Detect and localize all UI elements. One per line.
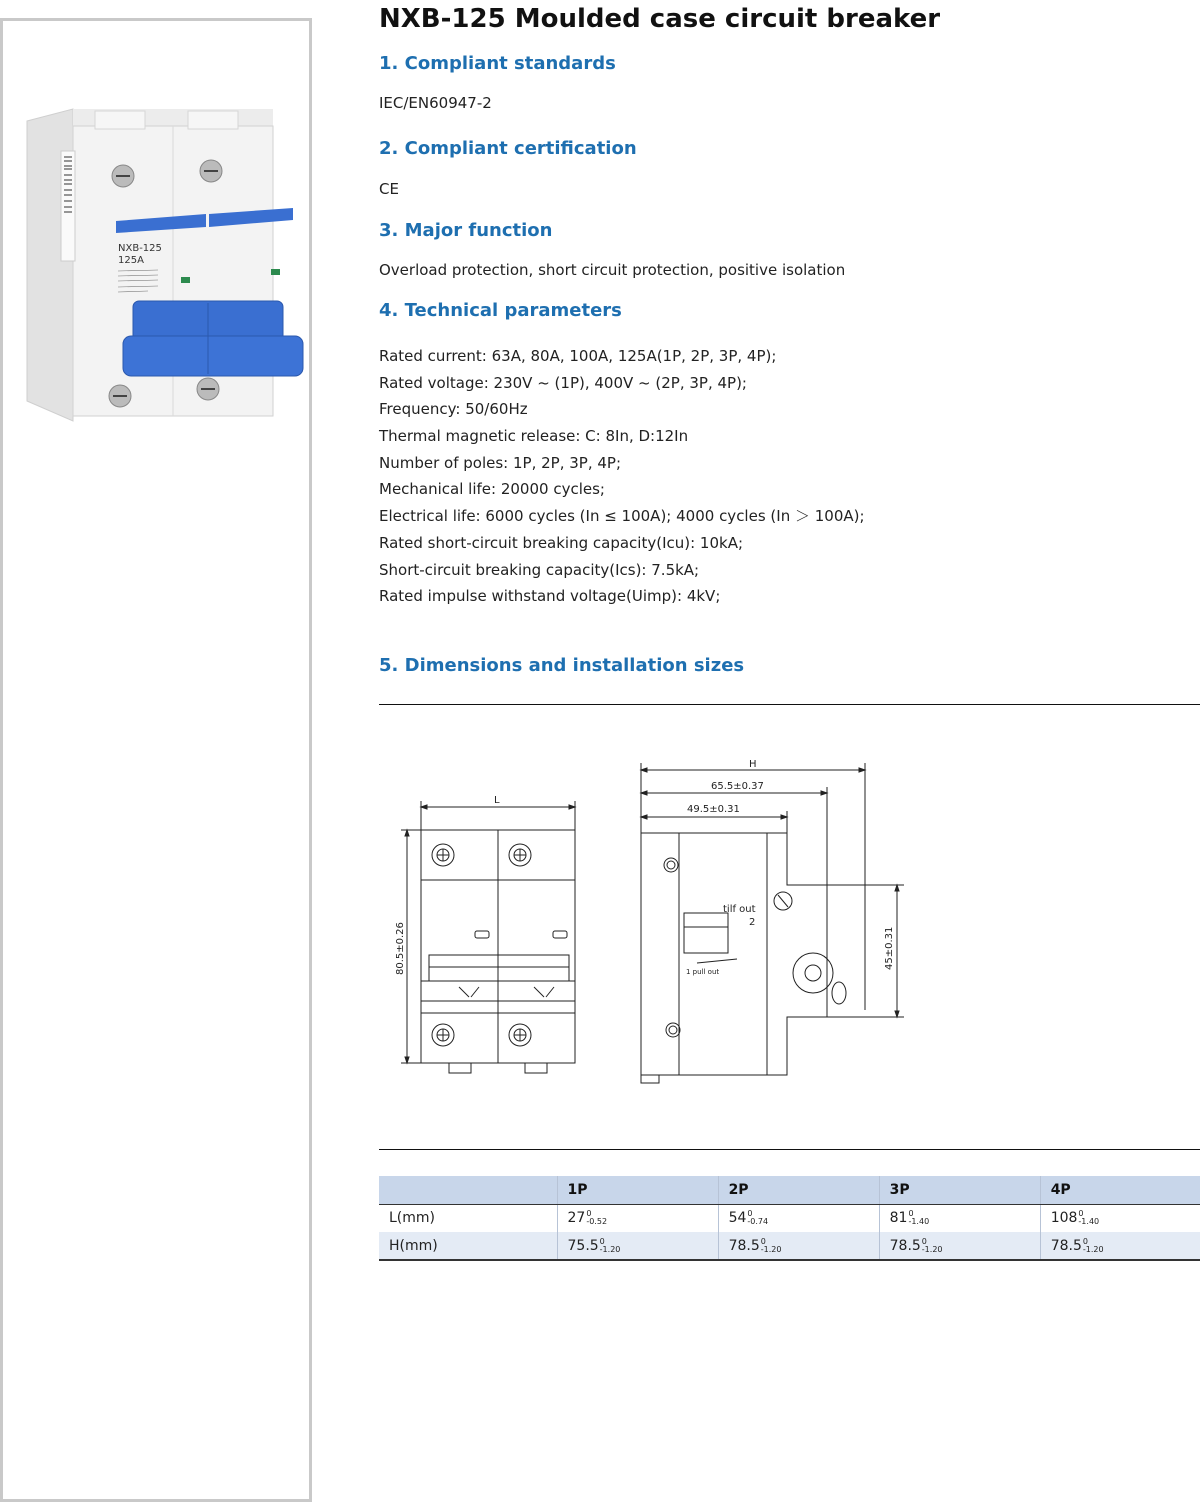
tol-lower: -0.52 xyxy=(586,1217,608,1227)
table-header-row xyxy=(379,1176,1200,1204)
cell-value: 78.5 xyxy=(728,1237,760,1254)
table-header-cell: 2P xyxy=(718,1176,879,1204)
heading-technical: 4. Technical parameters xyxy=(379,300,622,321)
table-row xyxy=(379,1232,1200,1260)
label-model: NXB-125 xyxy=(118,243,162,254)
heading-certification: 2. Compliant certification xyxy=(379,138,637,159)
cell-value: 108 xyxy=(1050,1210,1078,1227)
param-line: Rated short-circuit breaking capacity(Icu): 10kA; xyxy=(379,533,744,552)
cell-value: 78.5 xyxy=(1050,1237,1082,1254)
param-line: Number of poles: 1P, 2P, 3P, 4P; xyxy=(379,453,621,472)
table-cell xyxy=(1040,1204,1200,1232)
table-cell xyxy=(557,1204,718,1232)
cell-value: 81 xyxy=(889,1210,908,1227)
front-view xyxy=(395,795,575,1073)
tol-upper: 0 xyxy=(760,1236,766,1246)
tol-lower: -1.20 xyxy=(599,1244,621,1254)
table-cell xyxy=(879,1204,1040,1232)
product-photo xyxy=(23,91,313,451)
table-cell xyxy=(1040,1232,1200,1260)
side-dim-2: 49.5±0.31 xyxy=(687,804,740,815)
tol-lower: -1.20 xyxy=(1082,1244,1104,1254)
front-width-label: L xyxy=(494,795,500,806)
param-line: Rated impulse withstand voltage(Uimp): 4kV; xyxy=(379,587,721,606)
table-cell xyxy=(557,1232,718,1260)
label-rating: 125A xyxy=(118,255,144,266)
table-row xyxy=(379,1204,1200,1232)
param-line: Rated current: 63A, 80A, 100A, 125A(1P, 2P, 3P, 4P); xyxy=(379,347,777,365)
note-pull: 1 pull out xyxy=(686,968,720,976)
tol-upper: 0 xyxy=(1078,1209,1084,1219)
standards-text: IEC/EN60947-2 xyxy=(379,94,492,112)
cell-value: 78.5 xyxy=(889,1237,921,1254)
tol-upper: 0 xyxy=(747,1209,753,1219)
param-line: Rated voltage: 230V ~ (1P), 400V ~ (2P, 3P, 4P); xyxy=(379,373,747,392)
tol-lower: -1.20 xyxy=(760,1244,782,1254)
function-text: Overload protection, short circuit protection, positive isolation xyxy=(379,261,846,279)
tol-upper: 0 xyxy=(1082,1236,1088,1246)
table-header-cell: 1P xyxy=(557,1176,718,1204)
table-header-cell xyxy=(379,1176,557,1204)
front-height-label: 80.5±0.26 xyxy=(395,922,406,975)
row-label: L(mm) xyxy=(389,1210,435,1227)
param-line: Electrical life: 6000 cycles (In ≤ 100A); 4000 cycles (In ＞ 100A); xyxy=(379,507,865,526)
tol-lower: -1.40 xyxy=(908,1217,930,1227)
note-step2: 2 xyxy=(749,917,756,928)
tol-upper: 0 xyxy=(599,1236,605,1246)
technical-parameters-list xyxy=(379,343,865,610)
cell-value: 54 xyxy=(728,1210,747,1227)
tol-lower: -0.74 xyxy=(747,1217,769,1227)
param-line: Short-circuit breaking capacity(Ics): 7.5kA; xyxy=(379,560,700,579)
row-label: H(mm) xyxy=(379,1232,557,1260)
dimensions-table xyxy=(379,1176,1200,1261)
divider-top xyxy=(379,704,1200,705)
side-view xyxy=(641,759,904,1083)
heading-dimensions: 5. Dimensions and installation sizes xyxy=(379,655,745,676)
table-cell xyxy=(879,1232,1040,1260)
heading-standards: 1. Compliant standards xyxy=(379,53,616,74)
page-title: NXB-125 Moulded case circuit breaker xyxy=(379,4,941,34)
side-dim-1: 65.5±0.37 xyxy=(711,781,764,792)
cell-value: 27 xyxy=(567,1210,586,1227)
side-total-label: H xyxy=(749,759,757,770)
tol-lower: -1.20 xyxy=(921,1244,943,1254)
tol-lower: -1.40 xyxy=(1078,1217,1100,1227)
side-height-label: 45±0.31 xyxy=(884,926,895,970)
table-header-cell: 4P xyxy=(1040,1176,1200,1204)
heading-function: 3. Major function xyxy=(379,220,553,241)
cell-value: 75.5 xyxy=(567,1237,599,1254)
param-line: Mechanical life: 20000 cycles; xyxy=(379,480,605,499)
table-header-cell: 3P xyxy=(879,1176,1040,1204)
tol-upper: 0 xyxy=(586,1209,592,1219)
tol-upper: 0 xyxy=(921,1236,927,1246)
table-cell xyxy=(718,1232,879,1260)
certification-text: CE xyxy=(379,180,399,198)
tol-upper: 0 xyxy=(908,1209,914,1219)
product-sidebar xyxy=(0,18,312,1502)
param-line: Frequency: 50/60Hz xyxy=(379,400,528,419)
table-cell xyxy=(718,1204,879,1232)
param-line: Thermal magnetic release: C: 8In, D:12In xyxy=(379,427,689,446)
dimension-drawing xyxy=(379,745,939,1095)
note-tilt: tilf out xyxy=(723,904,756,915)
divider-bottom xyxy=(379,1149,1200,1150)
